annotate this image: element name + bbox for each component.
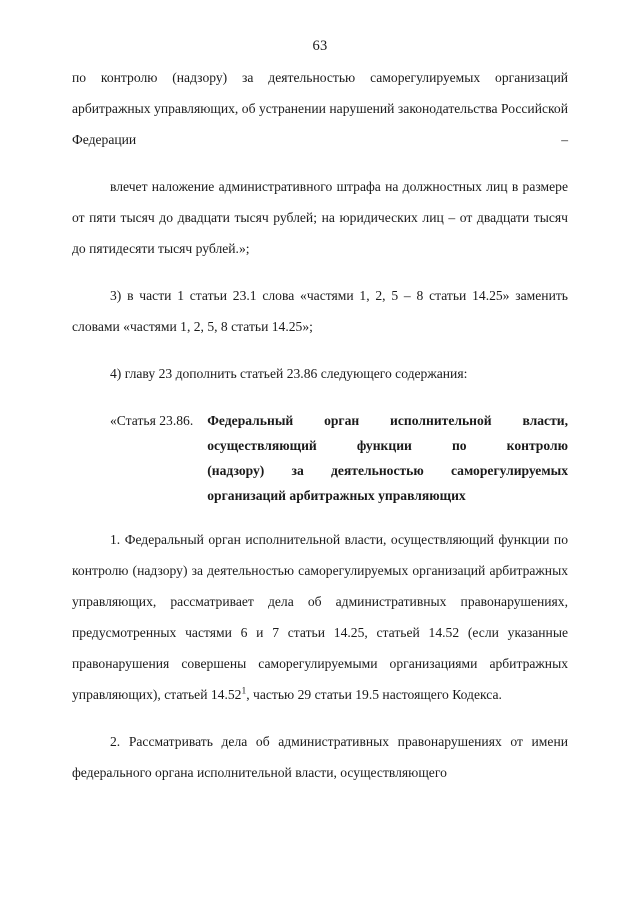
article-number: «Статья 23.86. bbox=[110, 413, 194, 428]
paragraph-continuation: по контролю (надзору) за деятельностью саморегулируемых организаций арбитражных управляющих, об устранении нарушений законодательства Российской Федерации – bbox=[72, 70, 568, 147]
paragraph-item-3: 3) в части 1 статьи 23.1 слова «частями 1, 2, 5 – 8 статьи 14.25» заменить словами «частями 1, 2, 5, 8 статьи 14.25»; bbox=[72, 288, 568, 334]
article-heading bbox=[72, 408, 568, 508]
article-title-line: Федеральный орган исполнительной власти, bbox=[207, 413, 568, 428]
paragraph-part-1 bbox=[72, 524, 568, 710]
document-body bbox=[72, 62, 568, 788]
paragraph-item-4: 4) главу 23 дополнить статьей 23.86 следующего содержания: bbox=[110, 366, 468, 381]
article-title bbox=[193, 408, 568, 508]
page-number: 63 bbox=[312, 38, 328, 54]
part-1-text: 1. Федеральный орган исполнительной власти, осуществляющий функции по контролю (надзору) за деятельностью саморегулируемых организаций арбитражных управляющих, рассматривает дела об административных правонарушениях, предусмотренных частями 6 и 7 статьи 14.25, статьей 14.52 (если указанные правонарушения совершены саморегулируемыми организациями арбитражных управляющих), статьей bbox=[72, 532, 568, 702]
paragraph-part-2: 2. Рассматривать дела об административных правонарушениях от имени федерального органа исполнительной власти, осуществляющего bbox=[72, 734, 568, 780]
article-title-line: организаций арбитражных управляющих bbox=[207, 488, 466, 503]
article-title-line: осуществляющий функции по контролю bbox=[207, 438, 568, 453]
paragraph-penalty: влечет наложение административного штрафа на должностных лиц в размере от пяти тысяч до двадцати тысяч рублей; на юридических лиц – от двадцати тысяч до пятидесяти тысяч рублей.»; bbox=[72, 179, 568, 256]
article-title-line: (надзору) за деятельностью саморегулируемых bbox=[207, 463, 568, 478]
part-1-article-num: 14.52 bbox=[210, 687, 242, 702]
superscript-one: 1 bbox=[241, 686, 247, 697]
part-1-tail: , частью 29 статьи 19.5 настоящего Кодекса. bbox=[246, 687, 502, 702]
